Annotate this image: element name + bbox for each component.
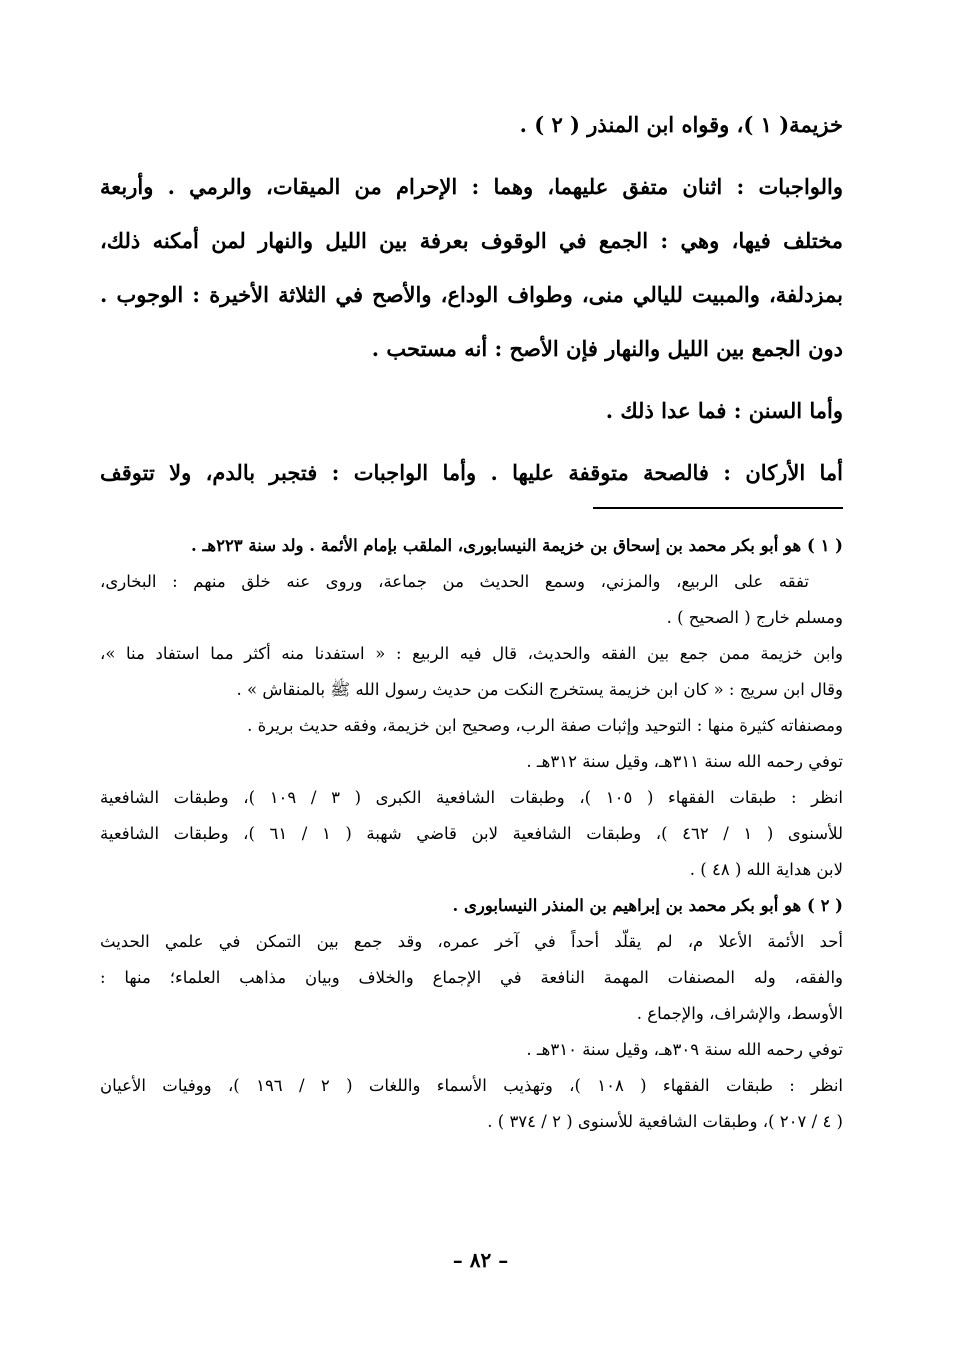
main-line-wajibat: والواجبات : اثنان متفق عليهما، وهما : الإحرام من الميقات، والرمي . وأربعة <box>100 174 843 199</box>
page-number: – ٨٢ – <box>452 1248 509 1272</box>
footnote-1-line: وقال ابن سريج : « كان ابن خزيمة يستخرج النكت من حديث رسول الله ﷺ بالمنقاش » . <box>236 680 843 699</box>
footnote-2 <box>100 888 843 1140</box>
footnote-1 <box>100 528 843 888</box>
footnote-2-line: ( ٤ / ٢٠٧ )، وطبقات الشافعية للأسنوى ( ٢ / ٣٧٤ ) . <box>487 1112 843 1131</box>
main-line-muzdalifa: بمزدلفة، والمبيت لليالي منى، وطواف الوداع، والأصح في الثلاثة الأخيرة : الوجوب . <box>100 282 843 307</box>
footnote-1-line: انظر : طبقات الفقهاء ( ١٠٥ )، وطبقات الشافعية الكبرى ( ٣ / ١٠٩ )، وطبقات الشافعية <box>100 788 843 807</box>
footnote-1-line: توفي رحمه الله سنة ٣١١هـ، وقيل سنة ٣١٢هـ . <box>526 752 843 771</box>
footnote-1-line: وابن خزيمة ممن جمع بين الفقه والحديث، قال فيه الربيع : « استفدنا منه أكثر مما استفاد منا »، <box>100 644 843 663</box>
main-line-arkan: أما الأركان : فالصحة متوقفة عليها . وأما الواجبات : فتجبر بالدم، ولا تتوقف <box>100 460 843 485</box>
main-line-continuation: خزيمة( ١ )، وقواه ابن المنذر ( ٢ ) . <box>519 112 843 137</box>
footnote-2-line: أحد الأئمة الأعلا م، لم يقلّد أحداً في آخر عمره، وقد جمع بين التمكن في علمي الحديث <box>100 932 843 951</box>
footnote-1-line: لابن هداية الله ( ٤٨ ) . <box>689 860 843 879</box>
main-line-mukhtalaf: مختلف فيها، وهي : الجمع في الوقوف بعرفة بين الليل والنهار لمن أمكنه ذلك، <box>100 228 843 253</box>
main-body-text <box>100 98 843 500</box>
footnote-1-line: للأسنوى ( ١ / ٤٦٢ )، وطبقات الشافعية لابن قاضي شهبة ( ١ / ٦١ )، وطبقات الشافعية <box>100 824 843 843</box>
footnote-1-heading: ( ١ ) هو أبو بكر محمد بن إسحاق بن خزيمة النيسابورى، الملقب بإمام الأئمة . ولد سنة ٢٢٣هـ . <box>191 536 843 555</box>
footnote-1-line: ومصنفاته كثيرة منها : التوحيد وإثبات صفة الرب، وصحيح ابن خزيمة، وفقه حديث بريرة . <box>247 716 843 735</box>
footnote-2-line: الأوسط، والإشراف، والإجماع . <box>636 1004 843 1023</box>
footnote-divider <box>593 507 843 509</box>
footnotes <box>100 528 843 1140</box>
footnote-2-line: توفي رحمه الله سنة ٣٠٩هـ، وقيل سنة ٣١٠هـ . <box>526 1040 843 1059</box>
footnote-2-line: انظر : طبقات الفقهاء ( ١٠٨ )، وتهذيب الأسماء واللغات ( ٢ / ١٩٦ )، ووفيات الأعيان <box>100 1076 843 1095</box>
footnote-1-line: ومسلم خارج ( الصحيح ) . <box>666 608 843 627</box>
footnote-2-heading: ( ٢ ) هو أبو بكر محمد بن إبراهيم بن المنذر النيسابورى . <box>452 896 843 915</box>
footnote-2-line: والفقه، وله المصنفات المهمة النافعة في الإجماع والخلاف وبيان مذاهب العلماء؛ منها : <box>100 968 843 987</box>
main-line-jam: دون الجمع بين الليل والنهار فإن الأصح : أنه مستحب . <box>371 336 843 361</box>
main-line-sunan: وأما السنن : فما عدا ذلك . <box>605 398 843 423</box>
footnote-1-line: تفقه على الربيع، والمزني، وسمع الحديث من جماعة، وروى عنه خلق منهم : البخارى، <box>100 572 809 591</box>
